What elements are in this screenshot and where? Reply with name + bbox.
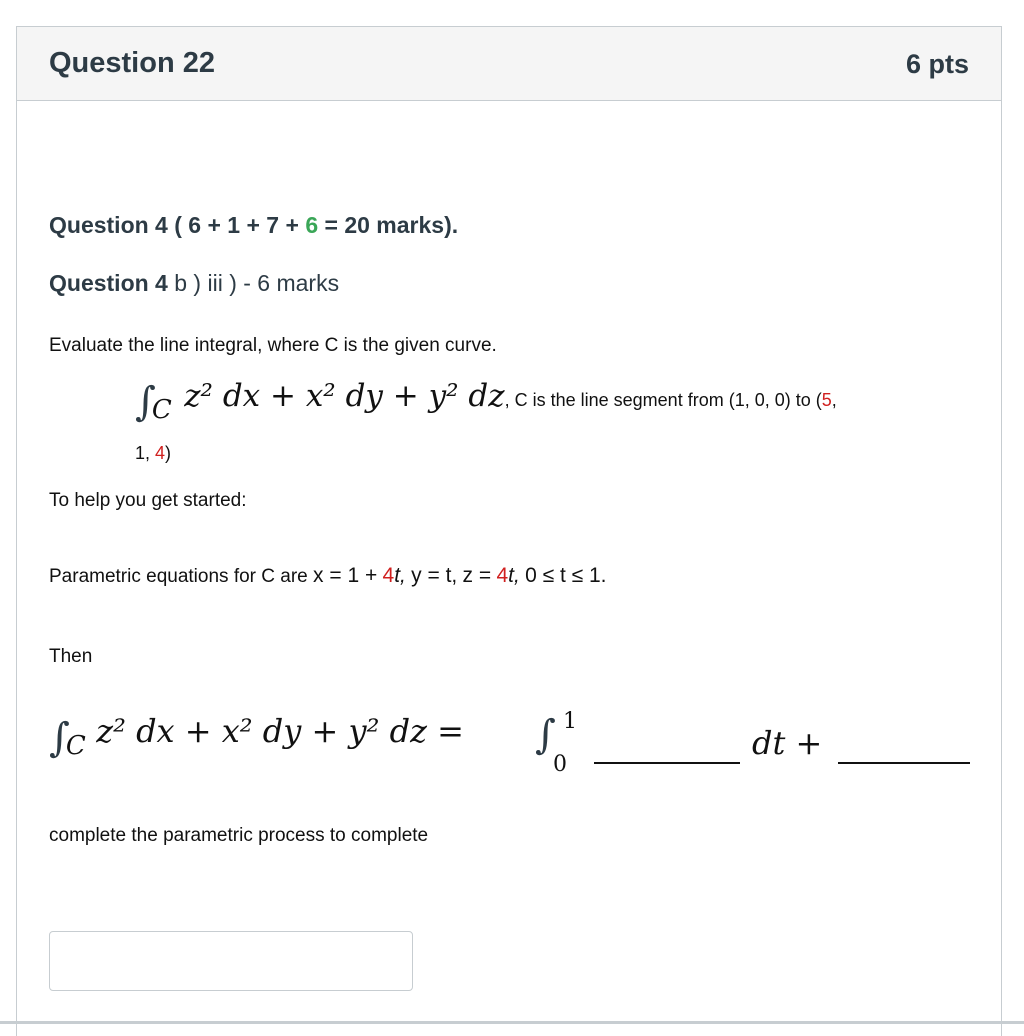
heading-marks-close: = 20 marks). <box>324 212 459 238</box>
question-marks-heading <box>49 212 458 239</box>
endpoint-x: 5 <box>821 390 832 410</box>
lhs-integral-icon: ∫ <box>49 714 70 761</box>
t-range: 0 ≤ t ≤ 1. <box>525 564 607 587</box>
x-equation-start: x = 1 + <box>313 564 378 587</box>
segment-wrap <box>135 443 171 464</box>
instruction-text: Evaluate the line integral, where C is the given curve. <box>49 335 497 356</box>
question-title: Question 22 <box>49 47 215 79</box>
lhs-subscript: C <box>65 731 86 761</box>
integral-sign-icon: ∫ <box>135 378 156 425</box>
question-points: 6 pts <box>905 49 969 79</box>
z-coefficient: 4 <box>496 564 509 587</box>
completion-text: complete the parametric process to complete <box>49 825 429 846</box>
parametric-equations <box>49 564 607 588</box>
integrand: z² dx + x² dy + y² dz <box>184 378 505 414</box>
lower-limit: 0 <box>553 752 567 777</box>
answer-input[interactable] <box>49 931 413 991</box>
z-equation-start: z = <box>462 564 492 587</box>
lhs-expression: z² dx + x² dy + y² dz = <box>96 712 464 750</box>
then-text: Then <box>49 646 93 667</box>
heading-marks-open: ( 6 + 1 + 7 + <box>174 212 299 238</box>
second-blank <box>838 762 970 764</box>
endpoint-close: ) <box>165 443 172 463</box>
heading-marks-highlight: 6 <box>305 212 319 238</box>
question-card <box>16 26 1002 1036</box>
integral-statement <box>135 378 837 425</box>
x-variable: t, <box>394 564 406 587</box>
question-part-heading <box>49 270 339 297</box>
segment-comma: , <box>831 390 837 410</box>
endpoint-y: 1, <box>135 443 156 463</box>
part-bold-prefix: Question 4 <box>49 270 168 296</box>
endpoint-z: 4 <box>155 443 166 463</box>
y-equation: y = t, <box>411 564 458 587</box>
parametric-prefix: Parametric equations for C are <box>49 566 308 587</box>
z-variable: t, <box>508 564 520 587</box>
help-text: To help you get started: <box>49 490 247 511</box>
first-blank <box>594 762 740 764</box>
heading-bold-prefix: Question 4 <box>49 212 168 238</box>
rhs-integral-icon: ∫ <box>535 712 556 758</box>
dt-plus: dt + <box>752 724 823 762</box>
x-coefficient: 4 <box>382 564 395 587</box>
main-equation <box>49 712 464 761</box>
question-header <box>17 27 1001 101</box>
integral-subscript: C <box>151 395 172 425</box>
part-rest: b ) iii ) - 6 marks <box>174 270 340 296</box>
upper-limit: 1 <box>563 709 577 734</box>
segment-desc: , C is the line segment from (1, 0, 0) to ( <box>504 390 822 410</box>
